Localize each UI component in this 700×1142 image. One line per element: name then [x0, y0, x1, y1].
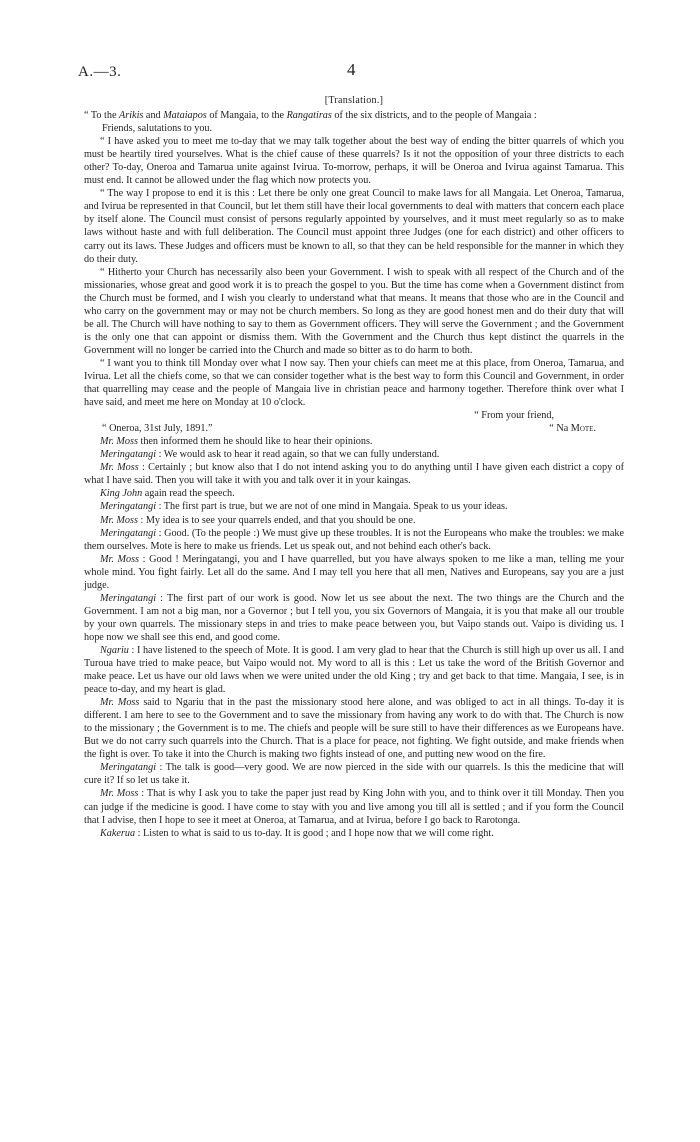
page-body [84, 94, 624, 840]
speaker-name: Ngariu [100, 644, 129, 656]
letter-closing: “ From your friend, [474, 410, 554, 422]
letter-date: “ Oneroa, 31st July, 1891.” [102, 423, 213, 435]
dialogue-entry: Meringatangi : Good. (To the people :) We must give up these troubles. It is not the Europeans who make the troubles: we make them ourselves. Mote is here to make us friends. Let us speak out, and not behind each other's back. [84, 527, 624, 552]
term-mataiapos: Mataiapos [163, 110, 207, 122]
letter-address: “ To the Arikis and Mataiapos of Mangaia, to the Rangatiras of the six districts, and to the people of Mangaia : [84, 110, 537, 122]
speaker-name: Mr. Moss [100, 553, 140, 565]
dialogue-entry: Meringatangi : The first part of our work is good. Now let us see about the next. The two things are the Church and the Government. I am not a big man, nor a Governor ; but I tell you, you six Governors of Mangaia, it is you that make all our trouble by your own quarrels. The missionary steps in and tries to make peace between you, but Vaipo stands out. Vaipo is dividing us. I hope now we shall see this end, and good come. [84, 592, 624, 643]
dialogue-entry: Mr. Moss : That is why I ask you to take the paper just read by King John with you, and to think over it till Monday. Then you can judge if the medicine is good. I have come to stay with you and live among you till all is settled ; and if you form the Council that I advise, then I hope to see it meet at Oneroa, at Tamarua, and at Ivirua, before I go back to Rarotonga. [84, 788, 624, 826]
speaker-name: Meringatangi [100, 592, 157, 604]
speaker-name: Mr. Moss [100, 462, 139, 474]
letter-paragraph: “ Hitherto your Church has necessarily also been your Government. I wish to speak with all respect of the Church and of the missionaries, whose great and good work it is to preach the gospel to you. But the time has come when a Government distinct from the Church must be formed, and I wish you clearly to understand what that means. It means that those who are in the Council and who carry on the government may or may not be church members. So long as they are good honest men and do their duty that will be all. The Church will have nothing to say to them as Government officers. They will serve the Government ; and the Government is the only one that can appoint or dismiss them. With the Government and the Church thus kept distinct the quarrels in the Government will no longer be carried into the Church and made so bitter as to do harm to both. [84, 266, 624, 356]
speaker-name: Mr. Moss [100, 697, 140, 709]
speaker-name: Mr. Moss [100, 514, 138, 526]
dialogue-entry: Kakerua : Listen to what is said to us to-day. It is good ; and I hope now that we will come right. [100, 827, 494, 839]
speaker-name: Mr. Moss [100, 436, 138, 448]
dialogue-entry: Meringatangi : The talk is good—very good. We are now pierced in the side with our quarrels. Is this the medicine that will cure it? If so let us take it. [84, 762, 624, 787]
dialogue-entry: Mr. Moss : My idea is to see your quarrels ended, and that you should be one. [100, 514, 416, 526]
dialogue-entry: Mr. Moss : Certainly ; but know also that I do not intend asking you to do anything until I have given each district a copy of what I have said. Then you will take it with you and talk over it in your kaingas. [84, 462, 624, 487]
letter-paragraph: “ The way I propose to end it is this : Let there be only one great Council to make laws for all Mangaia. Let Oneroa, Tamarua, and Ivirua be represented in that Council, but let them still have their local governments to deal with matters that concern each place by itself alone. The Council must consist of persons regularly appointed by yourselves, and it must meet regularly so as to make laws without haste and with full deliberation. The Council must appoint three Judges (one for each district) and other officers to carry out its laws. These Judges and officers must be known to all, so that they can be held responsible for the manner in which they do their duty. [84, 188, 624, 265]
page-number: 4 [347, 60, 356, 79]
dialogue-entry: King John again read the speech. [100, 488, 235, 500]
speaker-name: Meringatangi [100, 449, 157, 461]
speaker-name: Meringatangi [100, 527, 157, 539]
document-reference: A.—3. [78, 64, 122, 80]
dialogue-entry: Meringatangi : We would ask to hear it read again, so that we can fully understand. [100, 449, 440, 461]
dialogue-entry: Mr. Moss : Good ! Meringatangi, you and I have quarrelled, but you have always spoken to me like a man, telling me your whole mind. You fight fairly. Let all do the same. And I may tell you here that all men, Natives and Europeans, say you are a just judge. [84, 553, 624, 591]
term-rangatiras: Rangatiras [286, 110, 332, 122]
speaker-name: Meringatangi [100, 762, 157, 774]
dialogue-entry: Mr. Moss then informed them he should like to hear their opinions. [100, 436, 373, 448]
letter-paragraph: “ I want you to think till Monday over what I now say. Then your chiefs can meet me at this place, from Oneroa, Tamarua, and Ivirua. Let all the chiefs come, so that we can consider together what is the best way to form this Council and Government, in order that quarrelling may cease and the people of Mangaia live in christian peace and harmony together. Therefore think over what I have said, and meet me here on Monday at 10 o'clock. [84, 357, 624, 409]
letter-paragraph: “ I have asked you to meet me to-day that we may talk together about the best way of ending the bitter quarrels of which you must be heartily tired yourselves. What is the chief cause of these quarrels? Is it not the opposition of your three districts to each other? To-day, Oneroa and Tamarua unite against Ivirua. To-morrow, perhaps, it will be Oneroa and Ivirua against Tamarua. This must end. It cannot be allowed under the flag which now protects you. [84, 136, 624, 187]
speaker-name: Meringatangi [100, 501, 157, 513]
letter-signature: “ Na Mote. [549, 423, 596, 435]
speaker-name: Mr. Moss [100, 788, 139, 800]
dialogue-entry: Mr. Moss said to Ngariu that in the past the missionary stood here alone, and was obliged to act in all things. To-day it is different. I am here to see to the Government and to save the missionary from having any work to do with that. The Church is now to the missionary ; the Government is to me. The chiefs and people will be sure still to have their differences as we Europeans have. But we do not carry such quarrels into the Church. That is a place for peace, not fighting. We fight outside, and make friends when the fight is over. To take it into the Church is making two fights instead of one, and putting new wood on the fire. [84, 697, 624, 761]
dialogue-entry: Ngariu : I have listened to the speech of Mote. It is good. I am very glad to hear that the Church is still high up over us all. I and Turoua have tried to make peace, but Vaipo would not. My word to all is this : Let us take the word of the British Governor and make peace. Let us have our old laws when we were united under the old King ; try and get back to that time. Mangaia, I see, is in peace to-day, and my heart is glad. [84, 644, 624, 696]
speaker-name: Kakerua [100, 827, 136, 839]
term-arikis: Arikis [119, 110, 144, 122]
letter-salutation: Friends, salutations to you. [102, 123, 213, 135]
speaker-name: King John [100, 488, 143, 500]
dialogue-entry: Meringatangi : The first part is true, but we are not of one mind in Mangaia. Speak to us your ideas. [100, 501, 508, 513]
translation-heading: [Translation.] [324, 95, 384, 106]
letter-date-signature [84, 422, 624, 435]
